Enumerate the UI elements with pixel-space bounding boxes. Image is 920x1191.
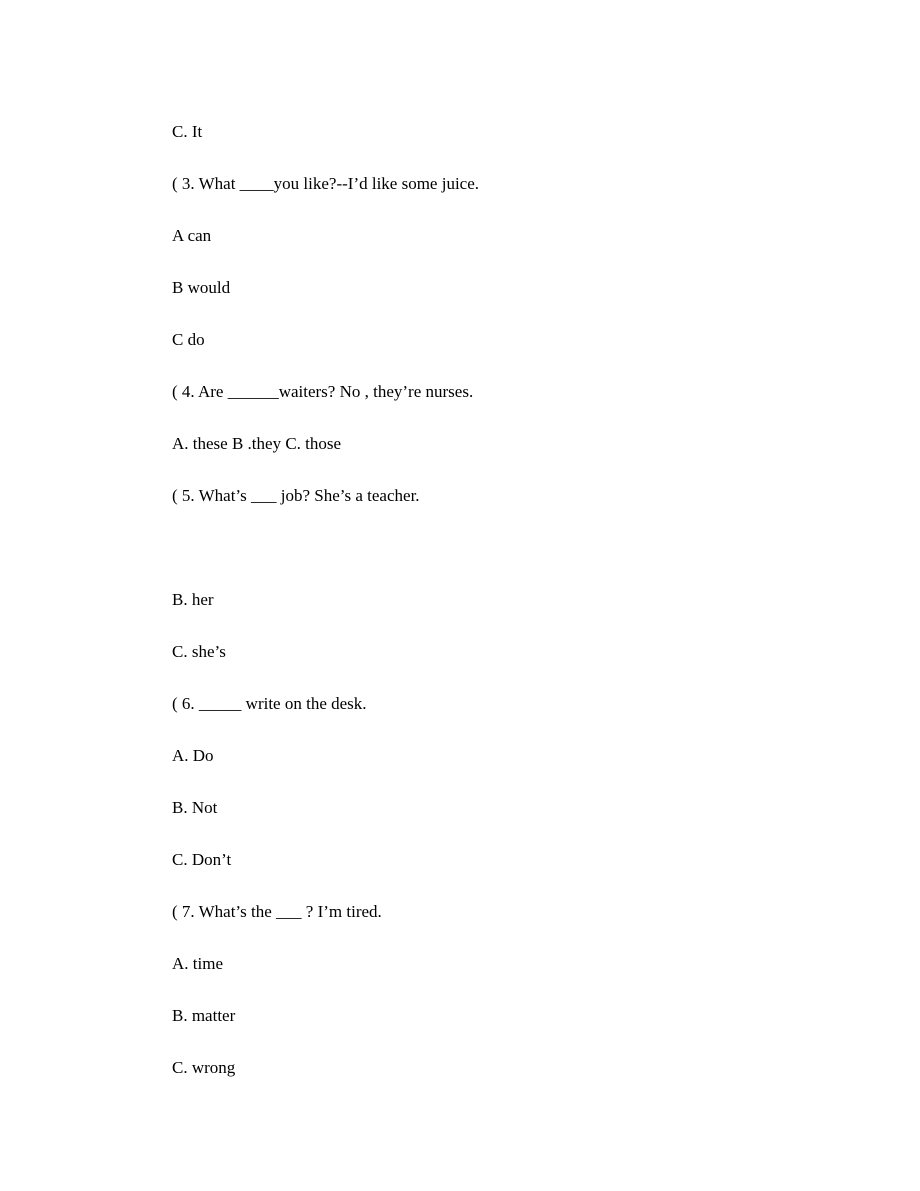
question-5: ( 5. What’s ___ job? She’s a teacher. <box>172 486 420 505</box>
option-q6-c: C. Don’t <box>172 850 232 869</box>
question-6: ( 6. _____ write on the desk. <box>172 694 367 713</box>
question-3: ( 3. What ____you like?--I’d like some juice. <box>172 174 480 193</box>
option-q5-b: B. her <box>172 590 214 609</box>
option-q7-a: A. time <box>172 954 223 973</box>
option-q6-a: A. Do <box>172 746 214 765</box>
option-q3-a: A can <box>172 226 212 245</box>
question-7: ( 7. What’s the ___ ? I’m tired. <box>172 902 382 921</box>
question-4: ( 4. Are ______waiters? No , they’re nurses. <box>172 382 474 401</box>
option-q6-b: B. Not <box>172 798 218 817</box>
option-q3-c: C do <box>172 330 205 349</box>
option-q5-c: C. she’s <box>172 642 226 661</box>
option-q7-b: B. matter <box>172 1006 236 1025</box>
option-q3-b: B would <box>172 278 231 297</box>
option-q2-c: C. It <box>172 122 203 141</box>
options-q4: A. these B .they C. those <box>172 434 342 453</box>
option-q7-c: C. wrong <box>172 1058 236 1077</box>
